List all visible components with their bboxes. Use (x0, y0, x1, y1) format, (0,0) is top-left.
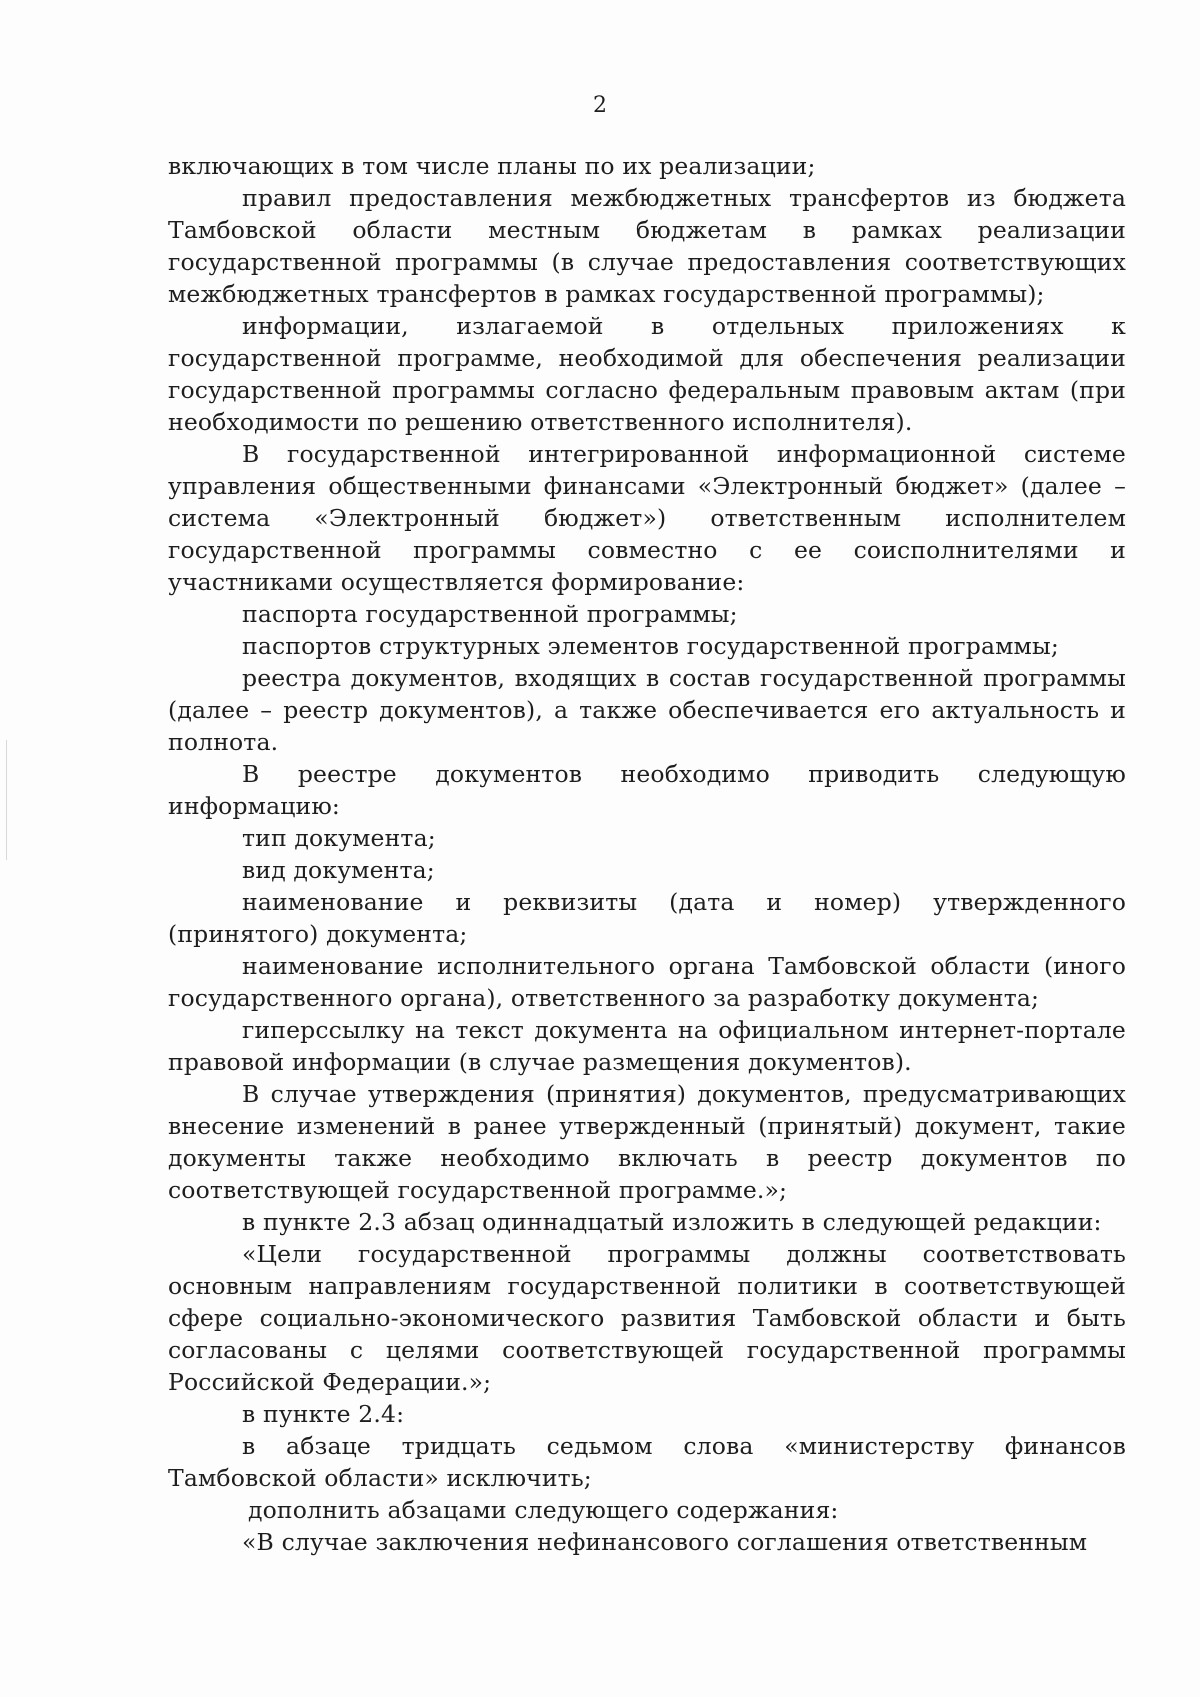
paragraph: наименование исполнительного органа Тамбовской области (иного государственного органа), ответственного за разработку документа; (168, 952, 1126, 1012)
paragraph: дополнить абзацами следующего содержания: (248, 1496, 839, 1524)
paragraph: наименование и реквизиты (дата и номер) утвержденного (принятого) документа; (168, 888, 1126, 948)
paragraph: включающих в том числе планы по их реализации; (168, 152, 816, 180)
paragraph: гиперссылку на текст документа на официальном интернет-портале правовой информации (в случае размещения документов). (168, 1016, 1126, 1076)
paragraph: правил предоставления межбюджетных трансфертов из бюджета Тамбовской области местным бюджетам в рамках реализации государственной программы (в случае предоставления соответствующих межбюджетных трансфертов в рамках государственной программы); (168, 184, 1126, 308)
paragraph: вид документа; (242, 856, 435, 884)
page-number: 2 (593, 93, 607, 118)
paragraph: В случае утверждения (принятия) документов, предусматривающих внесение изменений в ранее утвержденный (принятый) документ, такие документы также необходимо включать в реестр документов по соответствующей государственной программе.»; (168, 1080, 1126, 1204)
paragraph: реестра документов, входящих в состав государственной программы (далее – реестр документов), а также обеспечивается его актуальность и полнота. (168, 664, 1126, 756)
paragraph: в пункте 2.4: (242, 1400, 405, 1428)
paragraph: «Цели государственной программы должны соответствовать основным направлениям государственной политики в соответствующей сфере социально-экономического развития Тамбовской области и быть согласованы с целями соответствующей государственной программы Российской Федерации.»; (168, 1240, 1126, 1396)
paragraph: тип документа; (242, 824, 436, 852)
paragraph: в пункте 2.3 абзац одиннадцатый изложить в следующей редакции: (242, 1208, 1102, 1236)
paragraph: «В случае заключения нефинансового соглашения ответственным (242, 1528, 1088, 1556)
paragraph: паспорта государственной программы; (242, 600, 738, 628)
document-body (168, 150, 1126, 1558)
scan-edge-mark (6, 740, 7, 860)
paragraph: В государственной интегрированной информационной системе управления общественными финансами «Электронный бюджет» (далее – система «Электронный бюджет») ответственным исполнителем государственной программы совместно с ее соисполнителями и участниками осуществляется формирование: (168, 440, 1126, 596)
paragraph: В реестре документов необходимо приводить следующую информацию: (168, 760, 1126, 820)
paragraph: паспортов структурных элементов государственной программы; (242, 632, 1059, 660)
paragraph: информации, излагаемой в отдельных приложениях к государственной программе, необходимой для обеспечения реализации государственной программы согласно федеральным правовым актам (при необходимости по решению ответственного исполнителя). (168, 312, 1126, 436)
paragraph: в абзаце тридцать седьмом слова «министерству финансов Тамбовской области» исключить; (168, 1432, 1126, 1492)
